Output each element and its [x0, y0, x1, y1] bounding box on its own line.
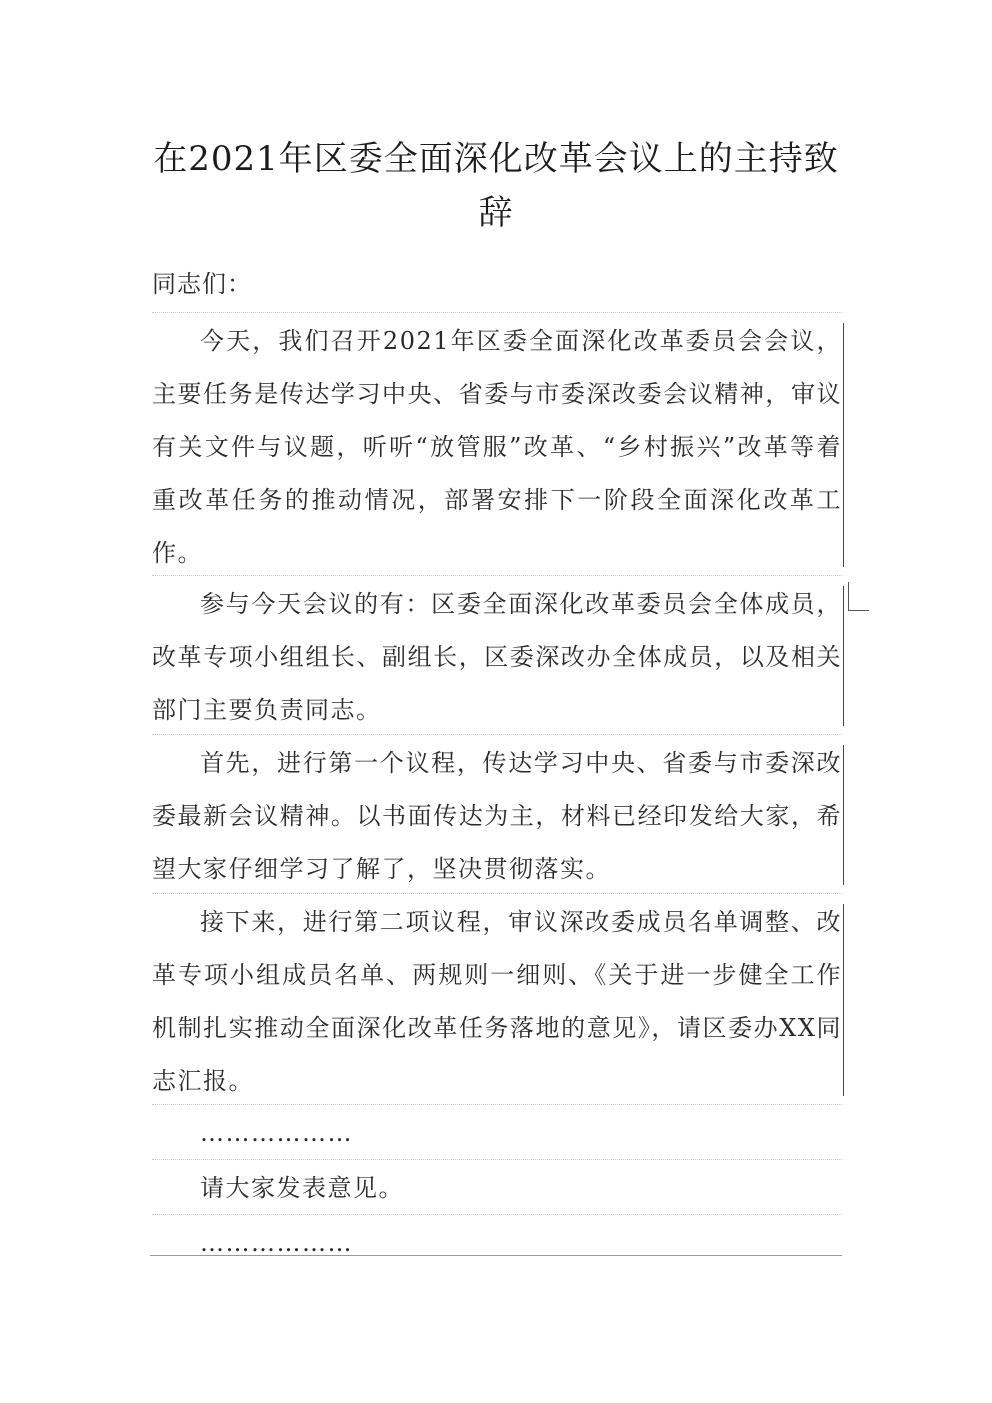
- salutation: 同志们：: [152, 270, 252, 298]
- paragraph-ellipsis-2: ………………: [152, 1214, 842, 1269]
- paragraph-opening: 今天，我们召开2021年区委全面深化改革委员会会议，主要任务是传达学习中央、省委与市委深改委会议精神，审议有关文件与议题，听听“放管服”改革、“乡村振兴”改革等着重改革任务的推动情况，部署安排下一阶段全面深化改革工作。: [152, 312, 842, 575]
- text-boundary-corner-mark: [848, 582, 869, 611]
- paragraph-ellipsis-1: ………………: [152, 1104, 842, 1159]
- paragraph-first-agenda: 首先，进行第一个议程，传达学习中央、省委与市委深改委最新会议精神。以书面传达为主，材料已经印发给大家，希望大家仔细学习了解了，坚决贯彻落实。: [152, 734, 842, 893]
- paragraph-second-agenda: 接下来，进行第二项议程，审议深改委成员名单调整、改革专项小组成员名单、两规则一细则、《关于进一步健全工作机制扎实推动全面深化改革任务落地的意见》，请区委办XX同志汇报。: [152, 893, 842, 1104]
- paragraph-attendees: 参与今天会议的有：区委全面深化改革委员会全体成员，改革专项小组组长、副组长，区委深改办全体成员，以及相关部门主要负责同志。: [152, 575, 842, 734]
- paragraph-invite-opinions: 请大家发表意见。: [152, 1159, 842, 1214]
- bottom-rule: [150, 1255, 842, 1256]
- document-title: 在2021年区委全面深化改革会议上的主持致辞: [153, 139, 839, 233]
- document-body: [152, 312, 842, 1269]
